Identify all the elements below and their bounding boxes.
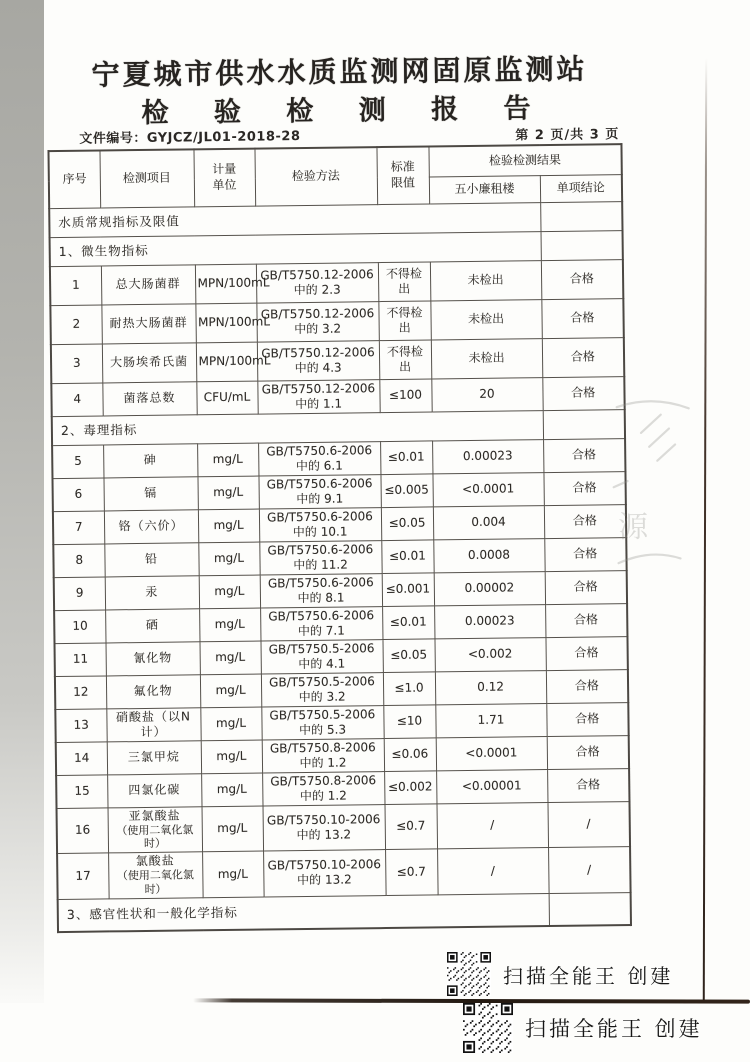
method-cell: GB/T5750.12-2006 中的 1.1 [257, 379, 379, 413]
header-limit-line1: 标准 [390, 159, 415, 175]
limit-cell: 不得检出 [378, 300, 430, 340]
no-cell: 11 [55, 642, 106, 676]
header-sample-site: 五小廉租楼 [429, 175, 540, 203]
section-tail-cell [540, 201, 622, 231]
result-cell: / [436, 802, 548, 849]
item-cell: 硒 [105, 608, 199, 642]
section-tail-cell [541, 230, 623, 260]
item-cell: 四氯化碳 [107, 773, 201, 807]
no-cell: 17 [57, 853, 109, 899]
unit-cell: mg/L [201, 773, 262, 807]
method-cell: GB/T5750.5-2006 中的 3.2 [261, 672, 383, 706]
item-cell: 硝酸盐（以N计） [106, 707, 200, 741]
stamp-mark [602, 390, 704, 581]
item-cell: 亚氯酸盐 （使用二氧化氯时） [108, 806, 203, 853]
method-cell: GB/T5750.6-2006 中的 8.1 [260, 573, 382, 607]
conclusion-cell: 合格 [547, 735, 629, 769]
method-cell: GB/T5750.8-2006 中的 1.2 [262, 738, 384, 772]
camscanner-watermark-2 [463, 1003, 703, 1053]
result-cell: 0.00023 [434, 604, 545, 638]
result-cell: 0.00023 [432, 439, 543, 473]
result-cell: 0.00002 [434, 571, 545, 605]
method-cell: GB/T5750.12-2006 中的 2.3 [256, 262, 378, 302]
no-cell: 2 [50, 304, 101, 344]
header-limit [376, 146, 429, 204]
header-no: 序号 [48, 150, 100, 208]
report-title: 宁夏城市供水水质监测网固原监测站 [91, 52, 588, 92]
method-cell: GB/T5750.10-2006 中的 13.2 [263, 850, 386, 897]
conclusion-cell: 合格 [541, 298, 623, 338]
conclusion-cell: 合格 [542, 337, 624, 377]
header-result-group: 检验检测结果 [428, 144, 621, 176]
result-cell: 未检出 [430, 260, 541, 300]
no-cell: 9 [54, 576, 105, 610]
limit-cell: 不得检出 [378, 261, 430, 301]
results-table [47, 143, 632, 933]
unit-cell: MPN/100mL [195, 303, 256, 343]
no-cell: 12 [55, 675, 106, 709]
unit-cell: mg/L [198, 509, 259, 543]
limit-cell: ≤0.005 [380, 473, 432, 507]
unit-cell: mg/L [202, 806, 264, 852]
method-cell: GB/T5750.5-2006 中的 5.3 [261, 705, 383, 739]
limit-cell: ≤0.05 [382, 638, 434, 672]
item-cell: 菌落总数 [102, 381, 196, 415]
limit-cell: ≤0.01 [381, 539, 433, 573]
limit-cell: ≤0.002 [384, 770, 436, 804]
item-cell: 氰化物 [105, 641, 199, 675]
camscanner-watermark-1 [447, 952, 673, 996]
limit-cell: ≤1.0 [383, 671, 435, 705]
limit-cell: ≤0.01 [382, 605, 434, 639]
result-cell: <0.00001 [436, 769, 547, 803]
method-cell: GB/T5750.6-2006 中的 11.2 [259, 540, 381, 574]
method-cell: GB/T5750.12-2006 中的 4.3 [257, 340, 379, 380]
conclusion-cell: 合格 [546, 669, 628, 703]
conclusion-cell: 合格 [545, 636, 627, 670]
section-title: 1、微生物指标 [50, 231, 541, 266]
result-cell: 0.0008 [433, 538, 544, 572]
item-cell: 砷 [103, 443, 197, 477]
stamp-glyph: 源 [617, 509, 649, 546]
page-indicator: 第 2 页/共 3 页 [515, 127, 620, 144]
limit-cell: ≤100 [379, 378, 431, 412]
camscanner-label: 扫描全能王 创建 [525, 1017, 703, 1041]
limit-cell: ≤0.05 [381, 506, 433, 540]
camscanner-label: 扫描全能王 创建 [503, 963, 674, 988]
no-cell: 6 [52, 477, 103, 511]
table-row [57, 801, 631, 853]
no-cell: 3 [51, 343, 102, 383]
conclusion-cell: 合格 [544, 504, 626, 538]
header-method: 检验方法 [254, 147, 377, 205]
unit-cell: mg/L [200, 674, 261, 708]
limit-cell: ≤0.01 [380, 440, 432, 474]
unit-cell: mg/L [197, 443, 258, 477]
header-unit-line1: 计量 [212, 161, 237, 177]
header-item: 检测项目 [99, 149, 194, 207]
unit-cell: mg/L [197, 476, 258, 510]
result-cell: <0.0001 [432, 472, 543, 506]
unit-cell: mg/L [202, 851, 264, 897]
conclusion-cell: 合格 [544, 537, 626, 571]
no-cell: 16 [57, 807, 109, 853]
conclusion-cell: 合格 [545, 603, 627, 637]
result-cell: 未检出 [430, 299, 541, 339]
header-unit-line2: 单位 [212, 177, 237, 192]
conclusion-cell: / [548, 847, 631, 893]
unit-cell: CFU/mL [196, 381, 257, 415]
conclusion-cell: 合格 [546, 702, 628, 736]
method-cell: GB/T5750.10-2006 中的 13.2 [263, 804, 386, 851]
result-cell: 20 [431, 377, 542, 411]
report-subtitle: 检 验 检 测 报 告 [141, 93, 549, 129]
conclusion-cell: 合格 [542, 376, 624, 410]
no-cell: 5 [52, 444, 103, 478]
conclusion-cell: 合格 [543, 438, 625, 472]
unit-cell: mg/L [199, 641, 260, 675]
limit-cell: ≤10 [383, 704, 435, 738]
method-cell: GB/T5750.5-2006 中的 4.1 [260, 639, 382, 673]
conclusion-cell: 合格 [543, 471, 625, 505]
method-cell: GB/T5750.6-2006 中的 9.1 [258, 474, 380, 508]
header-conclusion: 单项结论 [540, 174, 622, 202]
unit-cell: mg/L [199, 575, 260, 609]
conclusion-cell: 合格 [541, 259, 623, 299]
unit-cell: MPN/100mL [195, 264, 256, 304]
no-cell: 7 [53, 510, 104, 544]
limit-cell: ≤0.001 [382, 572, 434, 606]
item-cell: 镉 [103, 476, 197, 510]
item-cell: 大肠埃希氏菌 [102, 342, 196, 382]
item-cell: 三氯甲烷 [107, 740, 201, 774]
conclusion-cell: 合格 [547, 768, 629, 802]
item-cell: 铅 [104, 542, 198, 576]
conclusion-cell: 合格 [545, 570, 627, 604]
result-cell: 未检出 [431, 338, 542, 378]
unit-cell: MPN/100mL [196, 342, 257, 382]
header-limit-line2: 限值 [390, 175, 415, 190]
limit-cell: 不得检出 [379, 339, 431, 379]
unit-cell: mg/L [201, 740, 262, 774]
item-cell: 汞 [105, 575, 199, 609]
no-cell: 4 [51, 382, 102, 416]
conclusion-cell: / [547, 801, 630, 847]
result-cell: 0.004 [433, 505, 544, 539]
no-cell: 13 [55, 708, 106, 742]
item-cell: 总大肠菌群 [101, 264, 195, 304]
section-row [58, 892, 631, 932]
doc-number: 文件编号：GYJCZ/JL01-2018-28 [79, 129, 301, 147]
section-title: 3、感官性状和一般化学指标 [58, 893, 549, 932]
result-cell: 0.12 [435, 670, 546, 704]
qr-code-icon [463, 1003, 513, 1053]
method-cell: GB/T5750.8-2006 中的 1.2 [262, 771, 384, 805]
header-unit [193, 149, 255, 207]
limit-cell: ≤0.7 [385, 849, 438, 895]
item-cell: 氯酸盐 （使用二氧化氯时） [108, 852, 203, 899]
result-cell: 1.71 [435, 703, 546, 737]
no-cell: 8 [53, 543, 104, 577]
qr-code-icon [447, 952, 491, 996]
no-cell: 15 [56, 774, 107, 808]
unit-cell: mg/L [198, 542, 259, 576]
result-cell: / [437, 848, 549, 895]
limit-cell: ≤0.7 [384, 803, 437, 849]
method-cell: GB/T5750.6-2006 中的 10.1 [259, 507, 381, 541]
item-cell: 耐热大肠菌群 [101, 303, 195, 343]
unit-cell: mg/L [200, 707, 261, 741]
item-cell: 铬（六价） [104, 509, 198, 543]
section-tail-cell [549, 892, 631, 926]
table-row [57, 847, 631, 899]
no-cell: 10 [54, 609, 105, 643]
section-title: 水质常规指标及限值 [49, 202, 540, 237]
no-cell: 1 [50, 265, 101, 305]
result-cell: <0.0001 [436, 736, 547, 770]
result-cell: <0.002 [434, 637, 545, 671]
method-cell: GB/T5750.6-2006 中的 6.1 [258, 441, 380, 475]
method-cell: GB/T5750.6-2006 中的 7.1 [260, 606, 382, 640]
item-cell: 氟化物 [106, 674, 200, 708]
section-title: 2、毒理指标 [52, 410, 543, 445]
no-cell: 14 [56, 741, 107, 775]
limit-cell: ≤0.06 [384, 737, 436, 771]
method-cell: GB/T5750.12-2006 中的 3.2 [256, 301, 378, 341]
unit-cell: mg/L [199, 608, 260, 642]
